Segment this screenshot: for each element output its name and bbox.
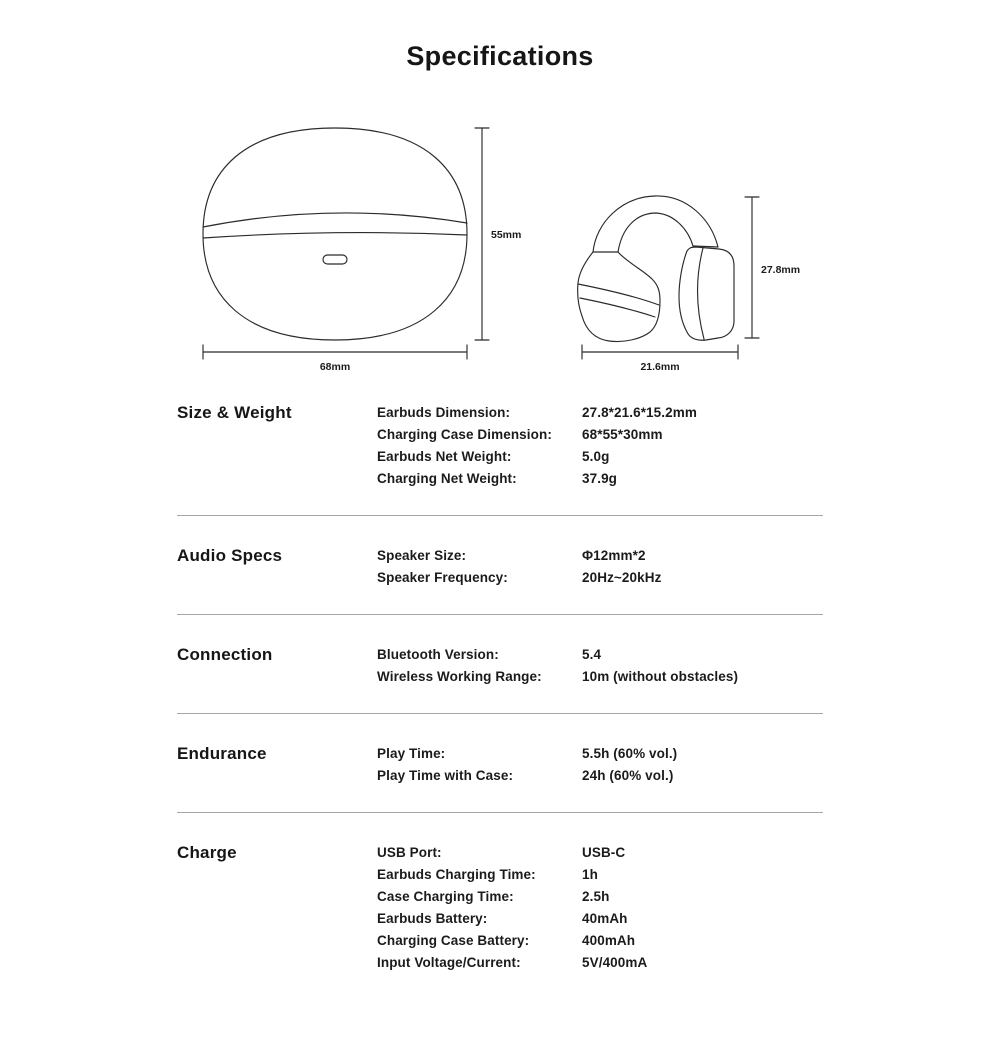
earbud-lobe-seam-2 <box>580 298 655 317</box>
section-heading: Endurance <box>177 744 267 763</box>
section-heading: Audio Specs <box>177 546 283 565</box>
section-rows <box>377 743 823 787</box>
spec-row <box>377 765 823 787</box>
earbud-hook-inner <box>618 213 693 252</box>
case-width-label: 68mm <box>319 361 351 373</box>
spec-value: Φ12mm*2 <box>582 548 646 563</box>
spec-label: Bluetooth Version: <box>377 647 499 662</box>
earbud-lobe-seam-1 <box>578 284 659 305</box>
spec-row <box>377 424 823 446</box>
case-width-dimension-line <box>203 345 467 373</box>
page-title: Specifications <box>406 41 594 71</box>
spec-row <box>377 842 823 864</box>
earbud-speaker-unit-seam <box>698 248 705 339</box>
section-rows <box>377 842 823 974</box>
spec-label: Earbuds Charging Time: <box>377 867 536 882</box>
spec-label: Speaker Frequency: <box>377 570 508 585</box>
spec-row <box>377 930 823 952</box>
spec-label: Charging Case Dimension: <box>377 427 552 442</box>
spec-row <box>377 446 823 468</box>
spec-row <box>377 908 823 930</box>
spec-row <box>377 545 823 567</box>
section-heading: Size & Weight <box>177 403 292 422</box>
spec-label: Input Voltage/Current: <box>377 955 521 970</box>
case-lid-seam-bottom <box>203 233 467 238</box>
earbud-width-dimension-line <box>582 345 738 373</box>
spec-row <box>377 567 823 589</box>
spec-section <box>177 714 823 813</box>
product-dimension-diagram <box>0 115 1000 387</box>
spec-value: 40mAh <box>582 911 628 926</box>
section-heading: Connection <box>177 645 273 664</box>
spec-value: 2.5h <box>582 889 610 904</box>
section-heading: Charge <box>177 843 237 862</box>
case-height-dimension-line <box>475 128 521 340</box>
spec-value: 5V/400mA <box>582 955 648 970</box>
case-lid-seam-top <box>203 213 467 227</box>
spec-label: Earbuds Dimension: <box>377 405 511 420</box>
earbud-drawing <box>578 196 734 342</box>
earbud-speaker-unit-outline <box>679 247 734 340</box>
spec-value: 5.0g <box>582 449 610 464</box>
spec-value: USB-C <box>582 845 626 860</box>
spec-label: Wireless Working Range: <box>377 669 542 684</box>
spec-section <box>177 387 823 516</box>
spec-value: 20Hz~20kHz <box>582 570 662 585</box>
spec-row <box>377 952 823 974</box>
spec-value: 5.5h (60% vol.) <box>582 746 678 761</box>
spec-value: 1h <box>582 867 598 882</box>
earbud-height-dimension-line <box>745 197 800 338</box>
spec-label: Speaker Size: <box>377 548 467 563</box>
spec-value: 10m (without obstacles) <box>582 669 739 684</box>
spec-value: 27.8*21.6*15.2mm <box>582 405 697 420</box>
earbud-battery-lobe-outline <box>578 252 660 342</box>
earbud-inner-s-curve <box>618 252 660 301</box>
spec-row <box>377 864 823 886</box>
spec-label: USB Port: <box>377 845 442 860</box>
spec-label: Play Time: <box>377 746 446 761</box>
section-rows <box>377 545 823 589</box>
spec-value: 37.9g <box>582 471 618 486</box>
spec-section <box>177 813 823 999</box>
spec-table <box>177 387 823 999</box>
spec-row <box>377 743 823 765</box>
spec-row <box>377 468 823 490</box>
spec-label: Case Charging Time: <box>377 889 514 904</box>
section-rows <box>377 644 823 688</box>
spec-value: 24h (60% vol.) <box>582 768 674 783</box>
spec-label: Charging Case Battery: <box>377 933 530 948</box>
spec-row <box>377 886 823 908</box>
spec-label: Play Time with Case: <box>377 768 514 783</box>
spec-value: 5.4 <box>582 647 602 662</box>
earbud-width-label: 21.6mm <box>640 361 680 373</box>
spec-row <box>377 644 823 666</box>
spec-section <box>177 516 823 615</box>
spec-value: 400mAh <box>582 933 636 948</box>
spec-value: 68*55*30mm <box>582 427 663 442</box>
spec-row <box>377 666 823 688</box>
case-indicator-slot <box>323 255 347 264</box>
case-height-label: 55mm <box>491 229 522 241</box>
charging-case-drawing <box>203 128 467 340</box>
spec-section <box>177 615 823 714</box>
spec-label: Earbuds Net Weight: <box>377 449 512 464</box>
spec-label: Charging Net Weight: <box>377 471 517 486</box>
earbud-hook-outer <box>593 196 718 252</box>
section-rows <box>377 402 823 490</box>
spec-label: Earbuds Battery: <box>377 911 488 926</box>
earbud-height-label: 27.8mm <box>761 264 801 276</box>
spec-row <box>377 402 823 424</box>
